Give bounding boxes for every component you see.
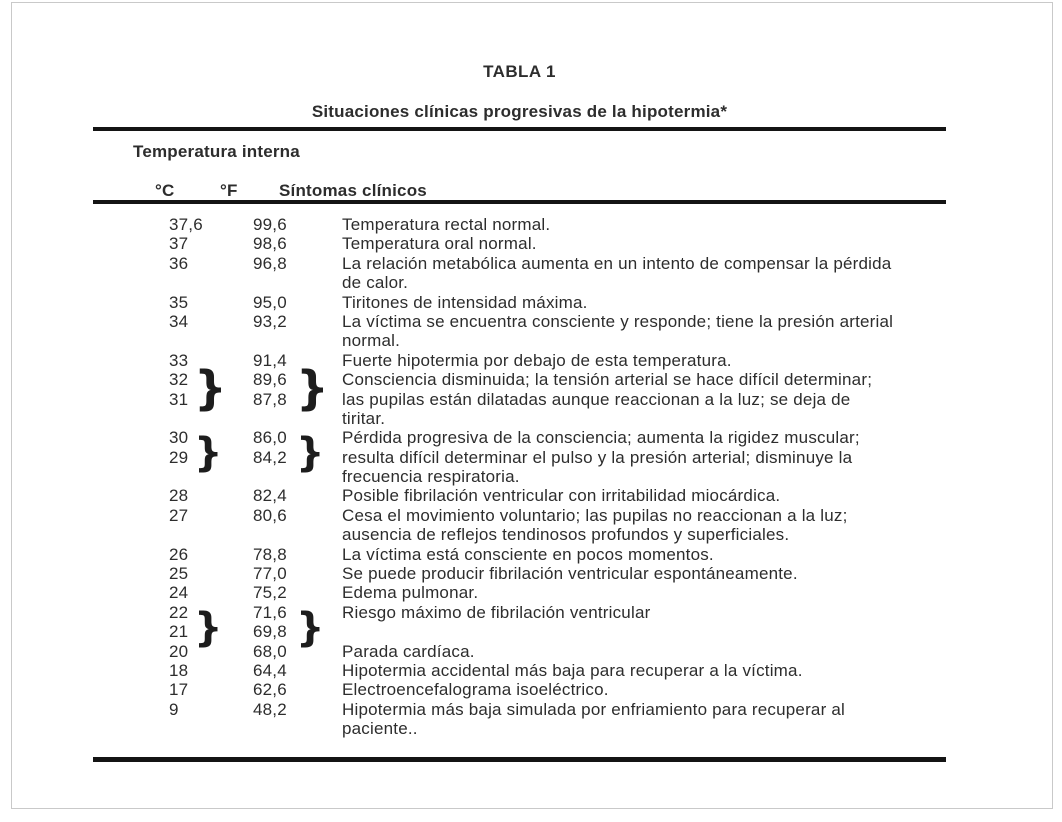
symptom-cell: Hipotermia accidental más baja para recuperar a la víctima. [342, 660, 803, 680]
table-row [93, 700, 946, 719]
symptom-cell: La víctima se encuentra consciente y responde; tiene la presión arterial [342, 311, 894, 331]
row-group-brace: } [194, 430, 223, 477]
symptom-cell: paciente.. [342, 719, 418, 739]
symptom-cell: Pérdida progresiva de la consciencia; aumenta la rigidez muscular; [342, 428, 860, 448]
temp-f-cell: 75,2 [253, 583, 287, 603]
table-row [93, 545, 946, 564]
symptom-cell: Temperatura rectal normal. [342, 215, 551, 234]
col-header-celsius: °C [155, 181, 175, 200]
temp-f-cell: 68,0 [253, 641, 287, 661]
temp-f-cell: 93,2 [253, 311, 287, 331]
temp-c-cell: 18 [169, 660, 189, 680]
table-row [93, 234, 946, 253]
temp-c-cell [93, 525, 253, 544]
table-row [93, 273, 946, 292]
temp-f-cell: 87,8 [253, 389, 287, 409]
temp-c-cell: 20 [169, 641, 189, 661]
temp-f-cell [253, 273, 342, 292]
symptom-cell: Edema pulmonar. [342, 583, 479, 603]
temp-c-cell: 35 [169, 292, 189, 312]
row-group-brace: } [296, 605, 325, 651]
table-subtitle: Situaciones clínicas progresivas de la hipotermia* [311, 102, 728, 121]
table-row [93, 525, 946, 544]
temp-c-cell: 24 [169, 583, 189, 603]
column-group-header: Temperatura interna [133, 142, 300, 161]
temp-f-cell: 78,8 [253, 544, 287, 564]
symptom-cell: de calor. [342, 273, 409, 293]
symptom-cell: Posible fibrilación ventricular con irritabilidad miocárdica. [342, 486, 781, 506]
temp-f-cell: 96,8 [253, 253, 287, 273]
temp-c-cell: 30 [169, 428, 189, 448]
temp-c-cell [93, 273, 253, 292]
bottom-rule [93, 757, 946, 762]
temp-f-cell: 64,4 [253, 660, 287, 680]
col-header-symptoms: Síntomas clínicos [279, 181, 427, 200]
temp-c-cell [93, 331, 253, 350]
col-header-fahrenheit: °F [220, 181, 238, 200]
temp-c-cell [93, 409, 253, 428]
symptom-cell: Se puede producir fibrilación ventricular espontáneamente. [342, 564, 798, 584]
temp-c-cell: 34 [169, 311, 189, 331]
temp-c-cell: 27 [169, 505, 189, 525]
symptom-cell: frecuencia respiratoria. [342, 467, 520, 487]
table-row [93, 312, 946, 331]
temp-f-cell: 77,0 [253, 564, 287, 584]
temp-f-cell: 71,6 [253, 602, 287, 622]
table-row [93, 719, 946, 738]
symptom-cell: normal. [342, 331, 401, 351]
temp-c-cell: 25 [169, 564, 189, 584]
temp-c-cell: 21 [169, 622, 189, 642]
symptom-cell: Consciencia disminuida; la tensión arterial se hace difícil determinar; [342, 370, 873, 390]
table-row [93, 215, 946, 234]
symptom-cell: Parada cardíaca. [342, 641, 475, 661]
temp-c-cell: 37,6 [169, 215, 203, 234]
table-row [93, 254, 946, 273]
temp-c-cell: 26 [169, 544, 189, 564]
temp-f-cell [253, 525, 342, 544]
row-group-brace: } [296, 360, 329, 415]
temp-f-cell: 99,6 [253, 215, 287, 234]
symptom-cell: tiritar. [342, 408, 386, 428]
table-row [93, 331, 946, 350]
temp-c-cell: 28 [169, 486, 189, 506]
temp-f-cell: 84,2 [253, 447, 287, 467]
temp-c-cell [93, 467, 253, 486]
symptom-cell: Fuerte hipotermia por debajo de esta temperatura. [342, 350, 732, 370]
table-row [93, 661, 946, 680]
temp-c-cell [93, 719, 253, 738]
temp-f-cell: 89,6 [253, 370, 287, 390]
top-rule [93, 127, 946, 131]
temp-f-cell: 69,8 [253, 622, 287, 642]
temp-f-cell: 86,0 [253, 428, 287, 448]
symptom-cell: La víctima está consciente en pocos momentos. [342, 544, 714, 564]
symptom-cell: Cesa el movimiento voluntario; las pupilas no reaccionan a la luz; [342, 505, 848, 525]
temp-f-cell: 82,4 [253, 486, 287, 506]
temp-f-cell: 91,4 [253, 350, 287, 370]
symptom-cell: Tiritones de intensidad máxima. [342, 292, 588, 312]
symptom-cell: Temperatura oral normal. [342, 234, 537, 254]
symptom-cell: La relación metabólica aumenta en un intento de compensar la pérdida [342, 253, 892, 273]
table-row [93, 680, 946, 699]
symptom-cell: Riesgo máximo de fibrilación ventricular [342, 602, 651, 622]
temp-c-cell: 33 [169, 350, 189, 370]
temp-c-cell: 22 [169, 602, 189, 622]
temp-c-cell: 32 [169, 370, 189, 390]
temp-c-cell: 17 [169, 680, 189, 700]
temp-f-cell: 48,2 [253, 699, 287, 719]
table-body [93, 215, 946, 739]
temp-f-cell: 62,6 [253, 680, 287, 700]
symptom-cell: resulta difícil determinar el pulso y la presión arterial; disminuye la [342, 447, 853, 467]
temp-c-cell: 9 [169, 699, 179, 719]
temp-f-cell: 95,0 [253, 292, 287, 312]
table-row [93, 506, 946, 525]
temp-f-cell [253, 719, 342, 738]
row-group-brace: } [296, 430, 325, 477]
temp-c-cell: 31 [169, 389, 189, 409]
table-row [93, 486, 946, 505]
temp-c-cell: 37 [169, 234, 189, 254]
symptom-cell: ausencia de reflejos tendinosos profundos y superficiales. [342, 525, 790, 545]
table-row [93, 293, 946, 312]
symptom-cell: Hipotermia más baja simulada por enfriamiento para recuperar al [342, 699, 846, 719]
symptom-cell: las pupilas están dilatadas aunque reaccionan a la luz; se deja de [342, 389, 851, 409]
table-row [93, 564, 946, 583]
symptom-cell [342, 622, 946, 641]
temp-f-cell [253, 331, 342, 350]
row-group-brace: } [194, 605, 223, 651]
header-rule [93, 200, 946, 204]
table-row [93, 583, 946, 602]
row-group-brace: } [194, 360, 227, 415]
temp-c-cell: 29 [169, 447, 189, 467]
page-title: TABLA 1 [483, 62, 556, 81]
temp-f-cell: 98,6 [253, 234, 287, 254]
temp-f-cell: 80,6 [253, 505, 287, 525]
symptom-cell: Electroencefalograma isoeléctrico. [342, 680, 609, 700]
temp-c-cell: 36 [169, 253, 189, 273]
